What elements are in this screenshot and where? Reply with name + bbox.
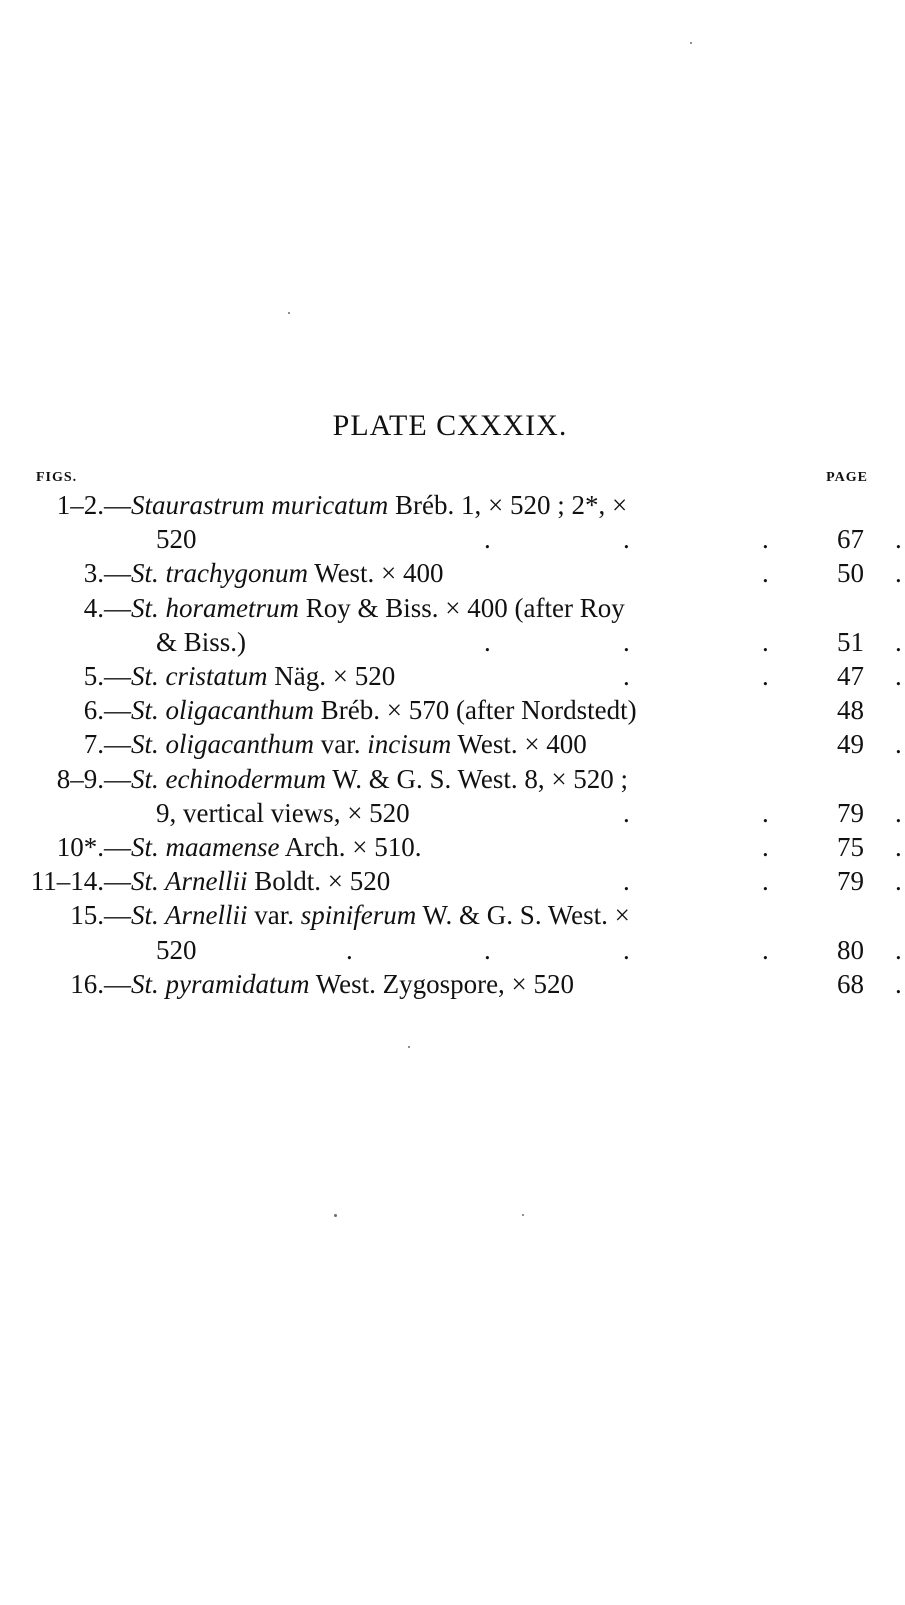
figure-number: 15.— <box>70 900 131 930</box>
page-number: 79 <box>837 798 864 828</box>
page-number: 51 <box>837 627 864 657</box>
figure-description <box>131 727 587 761</box>
speck-mark <box>522 1214 524 1216</box>
leader-dot: . <box>762 935 769 965</box>
figure-number: 3.— <box>83 558 131 588</box>
description-text: W. & G. S. West. 8, × 520 ; <box>325 764 629 794</box>
species-name: St. oligacanthum <box>131 729 314 759</box>
leader-dot: . <box>895 627 902 657</box>
leader-dot: . <box>762 661 769 691</box>
page-number: 79 <box>837 866 864 896</box>
figure-description <box>156 522 197 556</box>
figure-description <box>131 762 628 796</box>
species-name: St. maamense <box>131 832 280 862</box>
leader-dot: . <box>762 832 769 862</box>
figure-entry-line <box>0 556 900 590</box>
figure-description <box>156 933 197 967</box>
figure-number: 10*.— <box>56 832 131 862</box>
figure-entry-line <box>0 522 900 556</box>
leader-dot: . <box>895 524 902 554</box>
page-number: 49 <box>837 729 864 759</box>
figure-entry-line <box>0 727 900 761</box>
leader-dot: . <box>762 524 769 554</box>
figure-description <box>131 488 627 522</box>
leader-dot: . <box>895 935 902 965</box>
figure-number: 8–9.— <box>56 764 131 794</box>
description-text: W. & G. S. West. × <box>416 900 630 930</box>
species-name: Staurastrum muricatum <box>131 490 389 520</box>
figure-description <box>131 591 625 625</box>
species-name: spiniferum <box>300 900 417 930</box>
species-name: St. Arnellii <box>131 900 248 930</box>
figs-column-header: FIGS. <box>36 470 78 485</box>
figure-description <box>131 864 390 898</box>
leader-dot: . <box>484 524 491 554</box>
leader-dot: . <box>895 558 902 588</box>
figure-description <box>131 659 395 693</box>
species-name: St. oligacanthum <box>131 695 314 725</box>
leader-dot: . <box>895 969 902 999</box>
description-text: Roy & Biss. × 400 (after Roy <box>299 593 625 623</box>
page-number: 50 <box>837 558 864 588</box>
figure-entry-line <box>0 488 900 522</box>
description-text: 9, vertical views, × 520 <box>156 798 410 828</box>
leader-dot: . <box>895 832 902 862</box>
page-number: 67 <box>837 524 864 554</box>
figure-description <box>131 967 574 1001</box>
plate-title: PLATE CXXXIX. <box>332 409 568 442</box>
figure-number: 1–2.— <box>56 490 131 520</box>
leader-dot: . <box>623 627 630 657</box>
leader-dot: . <box>895 866 902 896</box>
figure-entry-line <box>0 625 900 659</box>
speck-mark <box>288 312 290 314</box>
figure-description <box>131 556 444 590</box>
figure-entry-line <box>0 933 900 967</box>
figure-entry-line <box>0 864 900 898</box>
species-name: St. trachygonum <box>131 558 308 588</box>
description-text: Boldt. × 520 <box>247 866 391 896</box>
description-text: Bréb. 1, × 520 ; 2*, × <box>388 490 628 520</box>
leader-dot: . <box>895 661 902 691</box>
leader-dot: . <box>484 935 491 965</box>
description-text: & Biss.) <box>156 627 247 657</box>
species-name: St. cristatum <box>131 661 268 691</box>
figure-number: 4.— <box>83 593 131 623</box>
figure-entry-line <box>0 762 900 796</box>
leader-dot: . <box>895 729 902 759</box>
page-number: 68 <box>837 969 864 999</box>
figure-description <box>156 625 246 659</box>
description-text: West. × 400 <box>451 729 587 759</box>
page-number: 80 <box>837 935 864 965</box>
speck-mark <box>334 1214 337 1217</box>
figure-number: 11–14.— <box>30 866 131 896</box>
description-text: 520 <box>156 524 197 554</box>
description-text: Arch. × 510. <box>279 832 422 862</box>
figure-number: 6.— <box>83 695 131 725</box>
leader-dot: . <box>623 798 630 828</box>
page-number: 75 <box>837 832 864 862</box>
speck-mark <box>408 1046 410 1048</box>
page-column-header: PAGE <box>826 470 868 485</box>
page-number: 47 <box>837 661 864 691</box>
figure-number: 7.— <box>83 729 131 759</box>
leader-dot: . <box>623 661 630 691</box>
leader-dot: . <box>762 798 769 828</box>
leader-dot: . <box>623 524 630 554</box>
figure-entry-line <box>0 967 900 1001</box>
leader-dot: . <box>623 935 630 965</box>
figure-number: 16.— <box>70 969 131 999</box>
species-name: St. horametrum <box>131 593 299 623</box>
leader-dot: . <box>895 798 902 828</box>
figure-description <box>131 898 630 932</box>
description-text: Bréb. × 570 (after Nordstedt) <box>314 695 637 725</box>
speck-mark <box>690 42 692 44</box>
figure-entry-line <box>0 796 900 830</box>
figure-entry-line <box>0 591 900 625</box>
figure-description <box>131 830 421 864</box>
leader-dot: . <box>346 935 353 965</box>
species-name: St. echinodermum <box>131 764 326 794</box>
page-number: 48 <box>837 695 864 725</box>
figure-entry-line <box>0 693 900 727</box>
figure-entry-line <box>0 898 900 932</box>
species-name: incisum <box>367 729 452 759</box>
description-text: var. <box>247 900 301 930</box>
figure-entry-line <box>0 659 900 693</box>
description-text: Näg. × 520 <box>267 661 396 691</box>
description-text: 520 <box>156 935 197 965</box>
description-text: West. Zygospore, × 520 <box>309 969 575 999</box>
figure-description <box>131 693 637 727</box>
figure-entry-line <box>0 830 900 864</box>
leader-dot: . <box>484 627 491 657</box>
leader-dot: . <box>762 558 769 588</box>
figure-description <box>156 796 410 830</box>
figure-number: 5.— <box>83 661 131 691</box>
species-name: St. pyramidatum <box>131 969 310 999</box>
leader-dot: . <box>762 627 769 657</box>
description-text: var. <box>314 729 368 759</box>
leader-dot: . <box>623 866 630 896</box>
species-name: St. Arnellii <box>131 866 248 896</box>
leader-dot: . <box>762 866 769 896</box>
description-text: West. × 400 <box>307 558 444 588</box>
